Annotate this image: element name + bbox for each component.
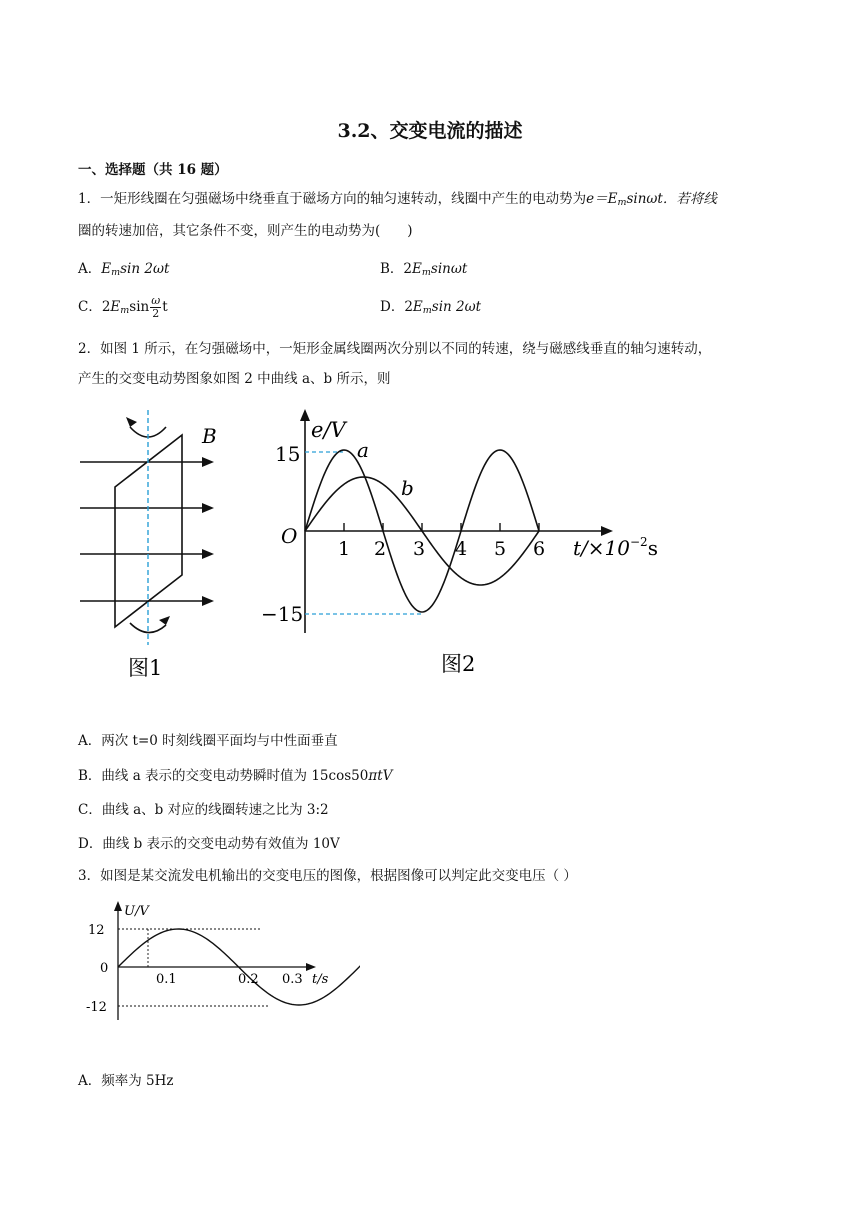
q2-option-b[interactable]: B．曲线 a 表示的交变电动势瞬时值为 15cos50πtV xyxy=(78,768,393,784)
x-axis-label: $t/\times 10^{-2}s$ xyxy=(573,535,658,560)
arrowhead-top-icon xyxy=(126,417,137,427)
x-axis-label: t/s xyxy=(312,972,329,987)
y-axis-label: U/V xyxy=(124,904,149,919)
figure-3-voltage-graph xyxy=(80,898,360,1026)
q2-stem-line1: 2．如图 1 所示，在匀强磁场中，一矩形金属线圈两次分别以不同的转速，绕与磁感线垂直的轴匀速转动， xyxy=(78,341,712,357)
figure-2-emf-graph xyxy=(255,405,675,685)
curve-a-label: a xyxy=(357,438,369,462)
tick-0-3: 0.3 xyxy=(282,972,303,987)
field-label-b: B xyxy=(202,424,217,448)
x-axis-arrow-icon xyxy=(306,963,316,971)
y-label-minus-15: −15 xyxy=(261,602,304,626)
tick-5: 5 xyxy=(493,538,507,560)
page-title: 3.2、交变电流的描述 xyxy=(337,120,523,142)
figure-1-coil-diagram xyxy=(70,405,240,685)
q1-stem-line1: 1．一矩形线圈在匀强磁场中绕垂直于磁场方向的轴匀速转动，线圈中产生的电动势为e＝Emsinωt．若将线 xyxy=(78,191,717,208)
y-label-0: 0 xyxy=(100,961,109,976)
tick-4: 4 xyxy=(454,538,468,560)
y-label-15: 15 xyxy=(275,442,301,466)
y-axis-label: e/V xyxy=(311,418,346,442)
tick-3: 3 xyxy=(412,538,426,560)
tick-0-1: 0.1 xyxy=(156,972,177,987)
tick-1: 1 xyxy=(337,538,351,560)
origin-label: O xyxy=(281,524,298,548)
x-axis-arrow-icon xyxy=(601,526,613,536)
y-axis-arrow-icon xyxy=(300,409,310,421)
tick-6: 6 xyxy=(532,538,546,560)
magnetic-field-lines xyxy=(80,462,206,601)
q1-stem-line2: 圈的转速加倍，其它条件不变，则产生的电动势为( ) xyxy=(78,223,413,239)
fraction-omega-over-2: $\frac{\omega}{2}$ xyxy=(151,294,161,320)
q2-option-a[interactable]: A．两次 t=0 时刻线圈平面均与中性面垂直 xyxy=(78,733,338,749)
y-axis-arrow-icon xyxy=(114,901,122,911)
q2-stem-line2: 产生的交变电动势图象如图 2 中曲线 a、b 所示，则 xyxy=(78,371,391,387)
q2-option-d[interactable]: D．曲线 b 表示的交变电动势有效值为 10V xyxy=(78,836,340,852)
q2-option-c[interactable]: C．曲线 a、b 对应的线圈转速之比为 3:2 xyxy=(78,802,329,818)
tick-2: 2 xyxy=(373,538,387,560)
y-label-minus-12: -12 xyxy=(86,1000,107,1015)
tick-0-2: 0.2 xyxy=(238,972,259,987)
q1-option-d[interactable]: D．2Emsin 2ωt xyxy=(380,299,482,316)
q1-option-b[interactable]: B．2Emsinωt xyxy=(380,261,468,278)
section-heading: 一、选择题（共 16 题） xyxy=(78,162,228,178)
q3-stem: 3．如图是某交流发电机输出的交变电压的图像，根据图像可以判定此交变电压（ ） xyxy=(78,868,577,884)
arrowhead-bottom-icon xyxy=(159,616,170,625)
figure-1-caption: 图1 xyxy=(128,656,163,680)
figure-2-caption: 图2 xyxy=(441,652,476,676)
q3-option-a[interactable]: A．频率为 5Hz xyxy=(78,1073,174,1089)
q1-option-a[interactable]: A．Emsin 2ωt xyxy=(78,261,170,278)
curve-b-label: b xyxy=(401,476,414,500)
x-ticks xyxy=(344,523,539,531)
q1-option-c[interactable]: C．2Emsin $\frac{\omega}{2}$ t xyxy=(78,294,168,320)
y-label-12: 12 xyxy=(88,923,105,938)
